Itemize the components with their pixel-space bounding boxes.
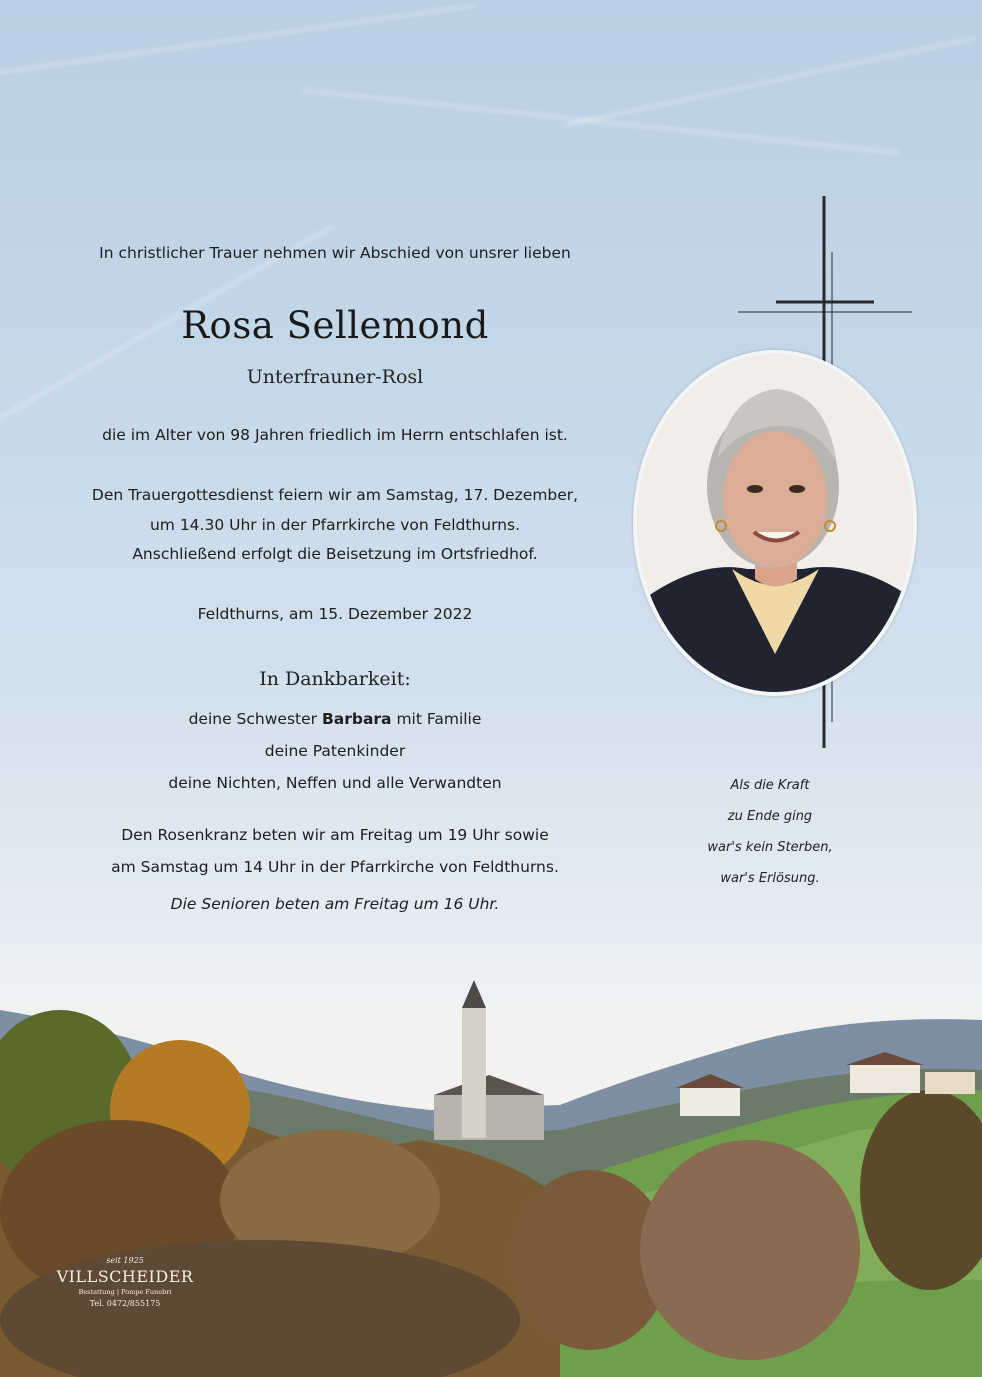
service-info [80,481,590,570]
logo-since: seit 1925 [106,1256,144,1265]
seniors-line: Die Senioren beten am Freitag um 16 Uhr. [170,895,500,913]
rosary-line: Den Rosenkranz beten wir am Freitag um 19 Uhr sowie [121,826,549,844]
mourner-prefix: deine Schwester [188,710,322,728]
mourner-name: Barbara [321,710,392,728]
deceased-name: Rosa Sellemond [181,304,489,347]
service-line: Anschließend erfolgt die Beisetzung im Ortsfriedhof. [132,545,538,563]
place-date: Feldthurns, am 15. Dezember 2022 [197,605,473,623]
sky-cloud-streak [564,36,975,126]
sky-cloud-streak [301,89,898,155]
quote-line: war's kein Sterben, [707,840,833,855]
mourners-list [80,703,590,799]
rosary-line: am Samstag um 14 Uhr in der Pfarrkirche von Feldthurns. [111,858,559,876]
intro-text: In christlicher Trauer nehmen wir Abschied von unsrer lieben [99,244,571,262]
sky-cloud-streak [0,4,478,79]
thanks-heading: In Dankbarkeit: [259,668,411,690]
portrait-illustration [637,354,913,692]
village-landscape-image [0,960,982,1377]
quote-line: zu Ende ging [727,809,813,824]
logo-brand: VILLSCHEIDER [56,1267,194,1286]
funeral-home-logo [55,1256,195,1308]
portrait-photo [633,350,917,696]
quote-line: war's Erlösung. [720,871,820,886]
mourner-suffix: mit Familie [391,710,482,728]
age-line: die im Alter von 98 Jahren friedlich im Herrn entschlafen ist. [102,426,568,444]
service-line: um 14.30 Uhr in der Pfarrkirche von Feldthurns. [149,515,521,534]
service-line: Den Trauergottesdienst feiern wir am Samstag, 17. Dezember, [91,486,579,504]
logo-subtitle: Bestattung | Pompe Funebri [78,1288,172,1296]
quote-line: Als die Kraft [730,778,810,793]
memorial-quote [690,770,850,894]
logo-phone: Tel. 0472/855175 [89,1299,161,1308]
mourner-line [80,703,590,735]
rosary-info [80,819,590,883]
mourner-line: deine Nichten, Neffen und alle Verwandten [168,774,502,792]
mourner-line: deine Patenkinder [264,742,406,760]
deceased-nickname: Unterfrauner-Rosl [246,366,424,388]
